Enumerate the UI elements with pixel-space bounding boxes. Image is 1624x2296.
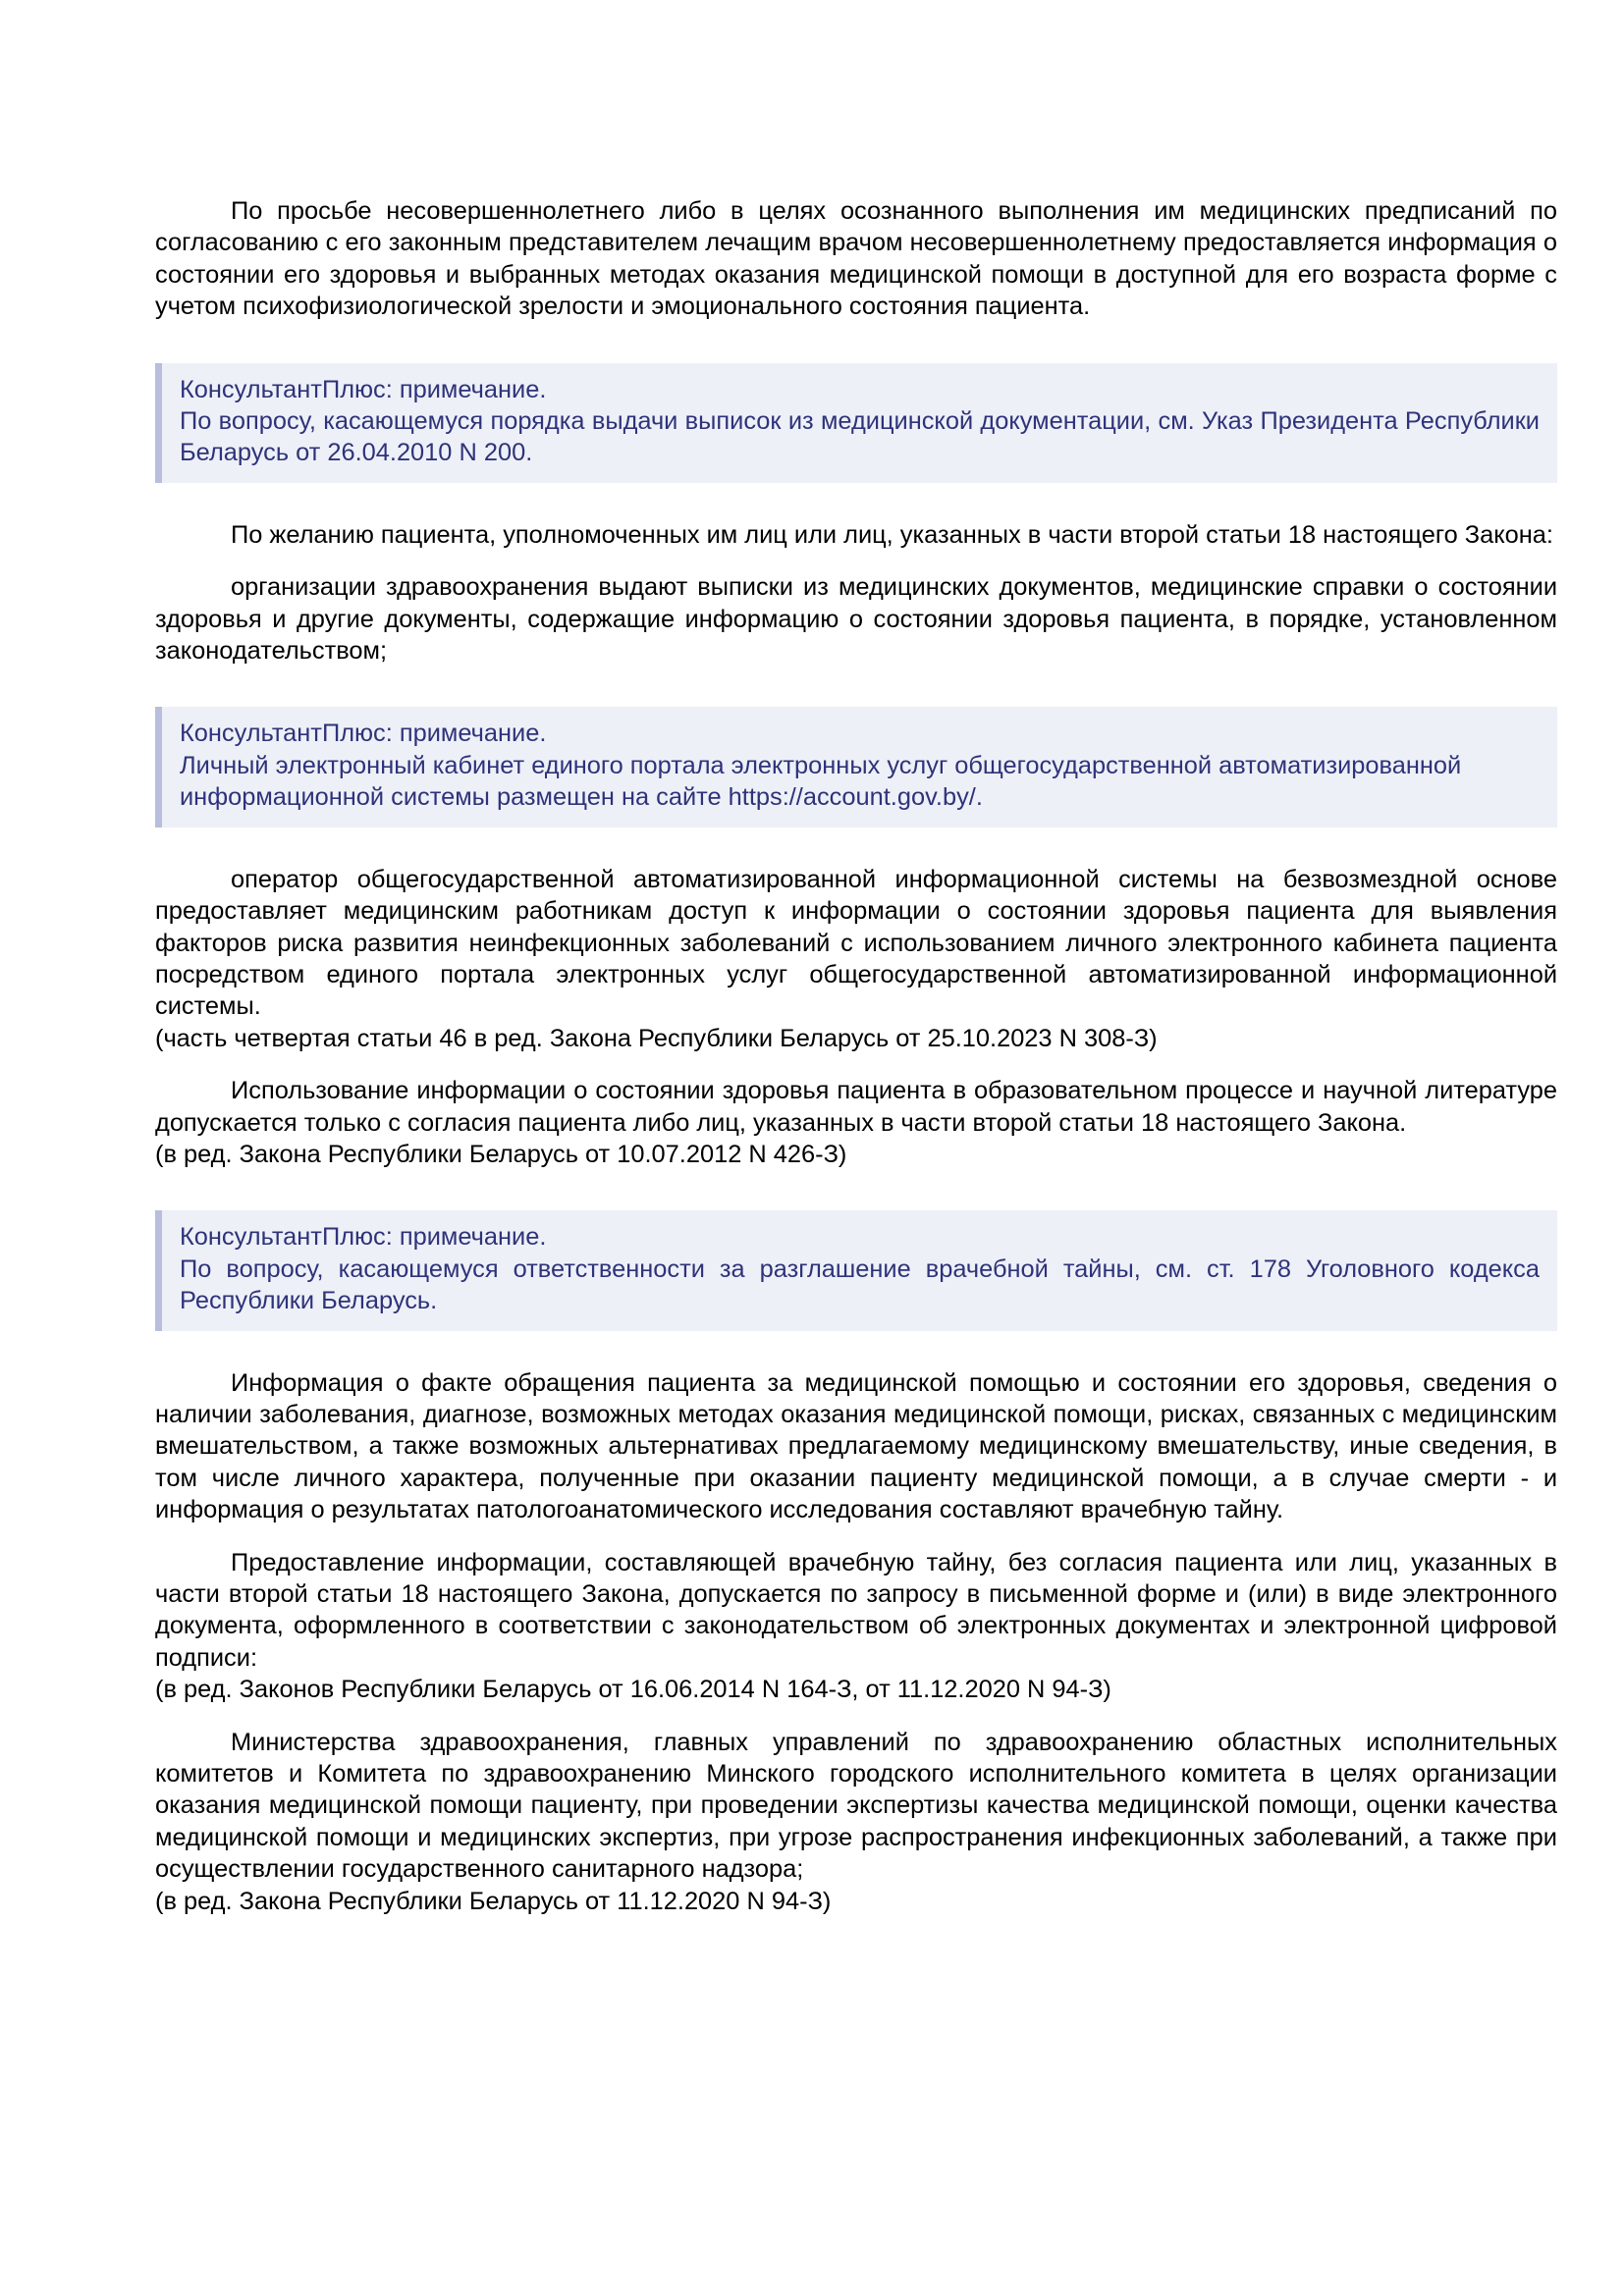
paragraph-minor-information: По просьбе несовершеннолетнего либо в целях осознанного выполнения им медицинских предписаний по согласованию с его законным представителем лечащим врачом несовершеннолетнему предоставляется информация о состоянии его здоровья и выбранных методах оказания медицинской помощи в доступной для его возраста форме с учетом психофизиологической зрелости и эмоционального состояния пациента. xyxy=(155,197,1557,321)
note-title: КонсультантПлюс: примечание. xyxy=(180,720,547,748)
paragraph-education-use: Использование информации о состоянии здоровья пациента в образовательном процессе и научной литературе допускается только с согласия пациента либо лиц, указанных в части второй статьи 18 настоящего Закона. xyxy=(155,1077,1557,1137)
consultant-note-extracts xyxy=(155,363,1557,483)
note-text: По вопросу, касающемуся порядка выдачи выписок из медицинской документации, см. Указ Президента Республики Беларусь от 26.04.2010 N 200. xyxy=(180,407,1540,467)
amendment-reference: (в ред. Закона Республики Беларусь от 10.07.2012 N 426-З) xyxy=(155,1140,847,1168)
paragraph-ministries-list: Министерства здравоохранения, главных управлений по здравоохранению областных исполнительных комитетов и Комитета по здравоохранению Минского городского исполнительного комитета в целях организации оказания медицинской помощи пациенту, при проведении экспертизы качества медицинской помощи, оценки качества медицинской помощи и медицинских экспертиз, при угрозе распространения инфекционных заболеваний, а также при осуществлении государственного санитарного надзора; xyxy=(155,1728,1557,1884)
note-title: КонсультантПлюс: примечание. xyxy=(180,1223,547,1252)
paragraph-medical-secret-definition: Информация о факте обращения пациента за медицинской помощью и состоянии его здоровья, сведения о наличии заболевания, диагнозе, возможных методах оказания медицинской помощи, рисках, связанных с медицинским вмешательством, а также возможных альтернативах предлагаемому медицинскому вмешательству, иные сведения, в том числе личного характера, полученные при оказании пациенту медицинской помощи, а в случае смерти - и информация о результатах патологоанатомического исследования составляют врачебную тайну. xyxy=(155,1368,1557,1524)
note-text: По вопросу, касающемуся ответственности за разглашение врачебной тайны, см. ст. 178 Уголовного кодекса Республики Беларусь. xyxy=(180,1255,1540,1315)
note-title: КонсультантПлюс: примечание. xyxy=(180,375,547,403)
amendment-reference: (в ред. Законов Республики Беларусь от 16.06.2014 N 164-З, от 11.12.2020 N 94-З) xyxy=(155,1676,1111,1704)
consultant-note-personal-cabinet xyxy=(155,707,1557,827)
amendment-reference: (часть четвертая статьи 46 в ред. Закона Республики Беларусь от 25.10.2023 N 308-З) xyxy=(155,1024,1158,1052)
paragraph-disclosure-without-consent: Предоставление информации, составляющей врачебную тайну, без согласия пациента или лиц, указанных в части второй статьи 18 настоящего Закона, допускается по запросу в письменной форме и (или) в виде электронного документа, оформленного в соответствии с законодательством об электронных документах и электронной цифровой подписи: xyxy=(155,1548,1557,1672)
document-page xyxy=(155,195,1557,1917)
paragraph-organizations-issue: организации здравоохранения выдают выписки из медицинских документов, медицинские справки о состоянии здоровья и другие документы, содержащие информацию о состоянии здоровья пациента, в порядке, установленном законодательством; xyxy=(155,573,1557,666)
amendment-reference: (в ред. Закона Республики Беларусь от 11.12.2020 N 94-З) xyxy=(155,1887,832,1915)
consultant-note-medical-secret xyxy=(155,1210,1557,1330)
paragraph-operator-access: оператор общегосударственной автоматизированной информационной системы на безвозмездной основе предоставляет медицинским работникам доступ к информации о состоянии здоровья пациента для выявления факторов риска развития неинфекционных заболеваний с использованием личного электронного кабинета пациента посредством единого портала электронных услуг общегосударственной автоматизированной информационной системы. xyxy=(155,865,1557,1021)
note-text: Личный электронный кабинет единого портала электронных услуг общегосударственной автоматизированной информационной системы размещен на сайте https://account.gov.by/. xyxy=(180,751,1462,812)
paragraph-patient-wish: По желанию пациента, уполномоченных им лиц или лиц, указанных в части второй статьи 18 настоящего Закона: xyxy=(231,520,1553,549)
